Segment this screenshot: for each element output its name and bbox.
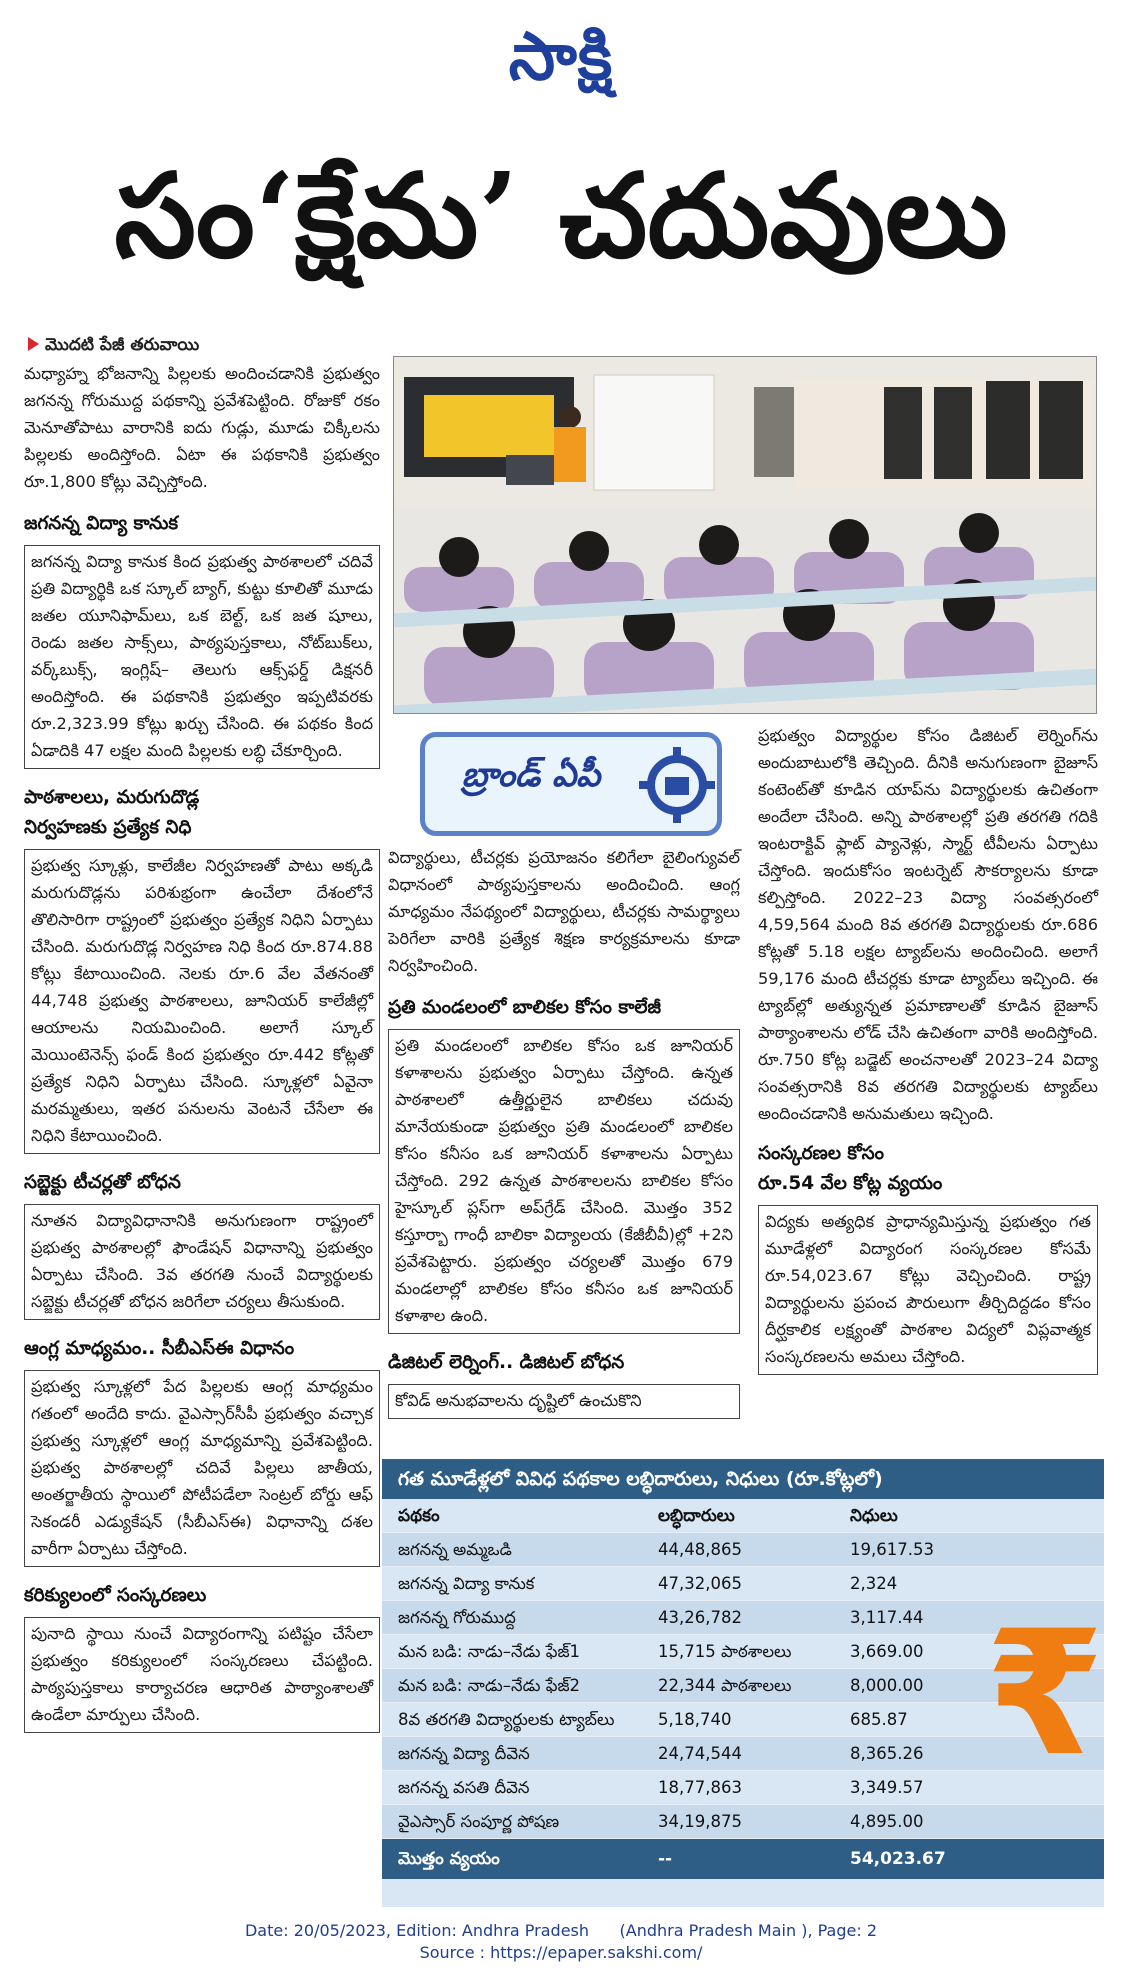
column-3 xyxy=(758,722,1098,1375)
page-headline: సం‘క్షేమ’ చదువులు xyxy=(114,148,1008,284)
table-cell: 685.87 xyxy=(850,1710,908,1729)
table-header-row xyxy=(382,1499,1104,1533)
section-body: జగనన్న విద్యా కానుక కింద ప్రభుత్వ పాఠశాలలో చదివే ప్రతి విద్యార్థికి ఒక స్కూల్‌ బ్యాగ్, కుట్టు కూలితో మూడు జతల యూనిఫామ్‌లు, ఒక బెల్ట్, ఒక జత షూలు, రెండు జతల సాక్స్‌లు, పాఠ్యపుస్తకాలు, నోట్‌బుక్‌లు, వర్క్‌బుక్స్, ఇంగ్లిష్‌– తెలుగు ఆక్స్‌ఫర్డ్‌ డిక్షనరీ అందిస్తోంది. ఈ పథకానికి ప్రభుత్వం ఇప్పటివరకు రూ.2,323.99 కోట్లు ఖర్చు చేసింది. ఈ పథకం కింద ఏడాదికి 47 లక్షల మంది పిల్లలకు లబ్ధి చేకూర్చింది. xyxy=(31,552,373,760)
section-heading: జగనన్న విద్యా కానుక xyxy=(24,513,179,534)
table-header-scheme: పథకం xyxy=(398,1506,440,1526)
table-cell: 4,895.00 xyxy=(850,1812,924,1831)
section-heading: డిజిటల్‌ లెర్నింగ్‌.. డిజిటల్‌ బోధన xyxy=(388,1352,625,1373)
edition-info: Date: 20/05/2023, Edition: Andhra Pradesh (Andhra Pradesh Main ), Page: 2 xyxy=(244,1921,878,1940)
article-box xyxy=(758,1205,1098,1375)
table-cell: జగనన్న విద్యా దీవెన xyxy=(398,1744,530,1763)
article-box xyxy=(24,1617,380,1733)
table-cell: జగనన్న అమ్మఒడి xyxy=(398,1540,512,1559)
table-cell: 22,344 పాఠశాలలు xyxy=(658,1676,792,1695)
table-cell: 2,324 xyxy=(850,1574,898,1593)
table-cell: 3,349.57 xyxy=(850,1778,924,1797)
table-cell: 24,74,544 xyxy=(658,1744,742,1763)
newspaper-masthead: సాక్షి xyxy=(508,18,614,95)
triangle-icon xyxy=(28,337,39,351)
section-heading: సబ్జెక్టు టీచర్లతో బోధన xyxy=(24,1172,181,1193)
table-cell: 18,77,863 xyxy=(658,1778,742,1797)
table-title: గత మూడేళ్లలో వివిధ పథకాల లబ్ధిదారులు, నిధులు (రూ.కోట్లలో) xyxy=(382,1459,1104,1499)
classroom-photo xyxy=(393,356,1097,714)
table-cell: 15,715 పాఠశాలలు xyxy=(658,1642,792,1661)
table-cell: 5,18,740 xyxy=(658,1710,732,1729)
table-cell: 3,117.44 xyxy=(850,1608,924,1627)
table-cell: -- xyxy=(658,1849,673,1869)
intro-paragraph: మధ్యాహ్న భోజనాన్ని పిల్లలకు అందించడానికి ప్రభుత్వం జగనన్న గోరుముద్ద పథకాన్ని ప్రవేశపెట్టింది. రోజుకో రకం మెనూతోపాటు వారానికి ఐదు గుడ్లు, మూడు చిక్కీలను పిల్లలకు అందిస్తోంది. ఏటా ఈ పథకానికి ప్రభుత్వం రూ.1,800 కోట్లు వెచ్చిస్తోంది. xyxy=(24,364,380,491)
rupee-icon: ₹ xyxy=(985,1593,1105,1794)
brand-ap-logo-text: బ్రాండ్ ఏపీ xyxy=(461,755,601,795)
table-cell: 44,48,865 xyxy=(658,1540,742,1559)
article-box xyxy=(388,1384,740,1419)
table-cell: జగనన్న విద్యా కానుక xyxy=(398,1574,535,1593)
section-heading: పాఠశాలలు, మరుగుదొడ్ల xyxy=(24,787,200,808)
continued-from-label xyxy=(28,335,199,359)
section-heading: రూ.54 వేల కోట్ల వ్యయం xyxy=(758,1173,943,1194)
table-row xyxy=(382,1533,1104,1567)
section-heading: ప్రతి మండలంలో బాలికల కోసం కాలేజీ xyxy=(388,997,662,1018)
table-cell: 47,32,065 xyxy=(658,1574,742,1593)
article-box xyxy=(24,1370,380,1567)
article-box xyxy=(24,849,380,1154)
section-body: ప్రతి మండలంలో బాలికల కోసం ఒక జూనియర్‌ కళాశాలను ప్రభుత్వం ఏర్పాటు చేస్తోంది. ఉన్నత పాఠశాలలో ఉత్తీర్ణులైన బాలికలు చదువు మానేయకుండా ప్రభుత్వం ప్రతి మండలంలో బాలికల కోసం కనీసం ఒక జూనియర్‌ కళాశాలను ఏర్పాటు చేస్తోంది. 292 ఉన్నత పాఠశాలలను బాలికల కోసం హైస్కూల్‌ ప్లస్‌గా అప్‌గ్రేడ్‌ చేసింది. మొత్తం 352 కస్తూర్బా గాంధీ బాలికా విద్యాలయ (కేజీబీవీ)ల్లో +2ని ప్రవేశపెట్టారు. ప్రభుత్వం చర్యలతో మొత్తం 679 మండలాల్లో బాలికల కోసం కనీసం ఒక జూనియర్‌ కళాశాల ఉంది. xyxy=(395,1036,733,1325)
table-cell: 8,000.00 xyxy=(850,1676,924,1695)
table-header-funds: నిధులు xyxy=(850,1506,898,1526)
table-cell: 54,023.67 xyxy=(850,1849,946,1869)
table-cell: మన బడి: నాడు–నేడు ఫేజ్‌1 xyxy=(398,1642,581,1661)
section-body: ప్రభుత్వ స్కూళ్లు, కాలేజీల నిర్వహణతో పాటు అక్కడి మరుగుదొడ్లను పరిశుభ్రంగా ఉంచేలా దేశంలోనే తొలిసారిగా రాష్ట్రంలో ప్రభుత్వం ప్రత్యేక నిధిని ఏర్పాటు చేసింది. మరుగుదొడ్ల నిర్వహణ నిధి కింద రూ.874.88 కోట్లు కేటాయించింది. నెలకు రూ.6 వేల వేతనంతో 44,748 ప్రభుత్వ పాఠశాలలు, జూనియర్‌ కాలేజీల్లో ఆయాలను నియమించింది. అలాగే స్కూల్‌ మెయింటెనెన్స్‌ ఫండ్‌ కింద ప్రభుత్వం రూ.442 కోట్లతో ప్రత్యేక నిధిని ఏర్పాటు చేసింది. స్కూళ్లలో ఏవైనా మరమ్మతులు, ఇతర పనులను వెంటనే చేసేలా ఈ నిధిని కేటాయించింది. xyxy=(31,856,373,1145)
table-cell: జగనన్న వసతి దీవెన xyxy=(398,1778,530,1797)
continued-from-text: మొదటి పేజీ తరువాయి xyxy=(45,335,200,355)
table-total-row xyxy=(382,1839,1104,1879)
section-heading: నిర్వహణకు ప్రత్యేక నిధి xyxy=(24,817,192,838)
table-cell: జగనన్న గోరుముద్ద xyxy=(398,1608,516,1627)
section-body: కోవిడ్‌ అనుభవాలను దృష్టిలో ఉంచుకొని xyxy=(395,1391,642,1410)
column-2 xyxy=(388,844,740,1419)
table-cell: వైఎస్సార్‌ సంపూర్ణ పోషణ xyxy=(398,1812,560,1831)
table-cell: 34,19,875 xyxy=(658,1812,742,1831)
section-body: నూతన విద్యావిధానానికి అనుగుణంగా రాష్ట్రంలో ప్రభుత్వ పాఠశాలల్లో ఫౌండేషన్‌ విధానాన్ని ప్రభుత్వం ఏర్పాటు చేసింది. 3వ తరగతి నుంచే విద్యార్థులకు సబ్జెక్టు టీచర్లతో బోధన జరిగేలా చర్యలు తీసుకుంది. xyxy=(31,1211,373,1311)
section-body: పునాది స్థాయి నుంచే విద్యారంగాన్ని పటిష్టం చేసేలా ప్రభుత్వం కరిక్యులంలో సంస్కరణలు చేపట్టింది. పాఠ్యపుస్తకాలు కార్యాచరణ ఆధారిత పాఠ్యాంశాలతో ఉండేలా మార్పులు చేసింది. xyxy=(31,1624,373,1724)
section-heading: ఆంగ్ల మాధ్యమం.. సీబీఎస్‌ఈ విధానం xyxy=(24,1338,295,1359)
brand-ap-logo xyxy=(420,732,722,836)
table-row xyxy=(382,1805,1104,1839)
source-link[interactable]: Source : https://epaper.sakshi.com/ xyxy=(419,1943,703,1962)
table-cell: 8వ తరగతి విద్యార్థులకు ట్యాబ్‌లు xyxy=(398,1710,615,1729)
table-cell: 19,617.53 xyxy=(850,1540,934,1559)
table-cell: 3,669.00 xyxy=(850,1642,924,1661)
table-cell: 8,365.26 xyxy=(850,1744,924,1763)
table-cell: మన బడి: నాడు–నేడు ఫేజ్‌2 xyxy=(398,1676,581,1695)
article-box xyxy=(24,1204,380,1320)
table-cell: మొత్తం వ్యయం xyxy=(398,1849,500,1869)
section-body: విద్యార్థులు, టీచర్లకు ప్రయోజనం కలిగేలా బైలింగ్యువల్‌ విధానంలో పాఠ్యపుస్తకాలను అందించింది. ఆంగ్ల మాధ్యమం నేపథ్యంలో విద్యార్థులు, టీచర్లకు సామర్థ్యాలు పెరిగేలా వారికి ప్రత్యేక శిక్షణ కార్యక్రమాలను కూడా నిర్వహించింది. xyxy=(388,848,740,975)
column-1 xyxy=(24,360,380,1733)
gear-icon xyxy=(637,745,717,825)
section-heading: సంస్కరణల కోసం xyxy=(758,1143,885,1164)
section-body: విద్యకు అత్యధిక ప్రాధాన్యమిస్తున్న ప్రభుత్వం గత మూడేళ్లలో విద్యారంగ సంస్కరణల కోసమే రూ.54,023.67 కోట్లు వెచ్చించింది. రాష్ట్ర విద్యార్థులను ప్రపంచ పౌరులుగా తీర్చిదిద్దడం కోసం దీర్ఘకాలిక లక్ష్యంతో పాఠశాల విద్యలో విప్లవాత్మక సంస్కరణలను అమలు చేస్తోంది. xyxy=(765,1212,1091,1366)
table-cell: 43,26,782 xyxy=(658,1608,742,1627)
article-box xyxy=(388,1029,740,1334)
classroom-illustration xyxy=(394,357,1097,714)
section-heading: కరిక్యులంలో సంస్కరణలు xyxy=(24,1585,207,1606)
table-header-beneficiaries: లబ్ధిదారులు xyxy=(658,1506,735,1526)
section-body: ప్రభుత్వం విద్యార్థుల కోసం డిజిటల్‌ లెర్నింగ్‌ను అందుబాటులోకి తెచ్చింది. దీనికి అనుగుణంగా బైజూస్‌ కంటెంట్‌తో కూడిన యాప్‌ను విద్యార్థులకు ఉచితంగా అందేలా చేసింది. అన్ని పాఠశాలల్లో ప్రతి తరగతి గదికి ఇంటరాక్టివ్‌ ఫ్లాట్‌ ప్యానెళ్లు, స్మార్ట్‌ టీవీలను ఏర్పాటు చేస్తోంది. ఇందుకోసం ఇంటర్నెట్‌ సౌకర్యాలను కూడా కల్పిస్తోంది. 2022–23 విద్యా సంవత్సరంలో 4,59,564 మంది 8వ తరగతి విద్యార్థులకు రూ.686 కోట్లతో 5.18 లక్షల ట్యాబ్‌లను అందించింది. అలాగే 59,176 మంది టీచర్లకు కూడా ట్యాబ్‌లు ఇచ్చింది. ఈ ట్యాబ్‌ల్లో అత్యున్నత ప్రమాణాలతో కూడిన బైజూస్‌ పాఠ్యాంశాలను లోడ్‌ చేసి ఉచితంగా వారికి అందిస్తోంది. రూ.750 కోట్ల బడ్జెట్‌ అంచనాలతో 2023–24 విద్యా సంవత్సరానికి 8వ తరగతి విద్యార్థులకు ట్యాబ్‌లు అందించడానికి అనుమతులు ఇచ్చింది. xyxy=(758,726,1098,1123)
article-box xyxy=(24,545,380,769)
section-body: ప్రభుత్వ స్కూళ్లలో పేద పిల్లలకు ఆంగ్ల మాధ్యమం గతంలో అందేది కాదు. వైఎస్సార్‌సీపీ ప్రభుత్వం వచ్చాక ప్రభుత్వ స్కూళ్లలో ఆంగ్ల మాధ్యమాన్ని ప్రవేశపెట్టింది. ప్రభుత్వ పాఠశాలల్లో చదివే పిల్లలు జాతీయ, అంతర్జాతీయ స్థాయిలో పోటీపడేలా సెంట్రల్‌ బోర్డు ఆఫ్‌ సెకండరీ ఎడ్యుకేషన్‌ (సీబీఎస్‌ఈ) విధానాన్ని దశల వారీగా ఏర్పాటు చేస్తోంది. xyxy=(31,1377,373,1558)
page-footer xyxy=(0,1920,1122,1964)
